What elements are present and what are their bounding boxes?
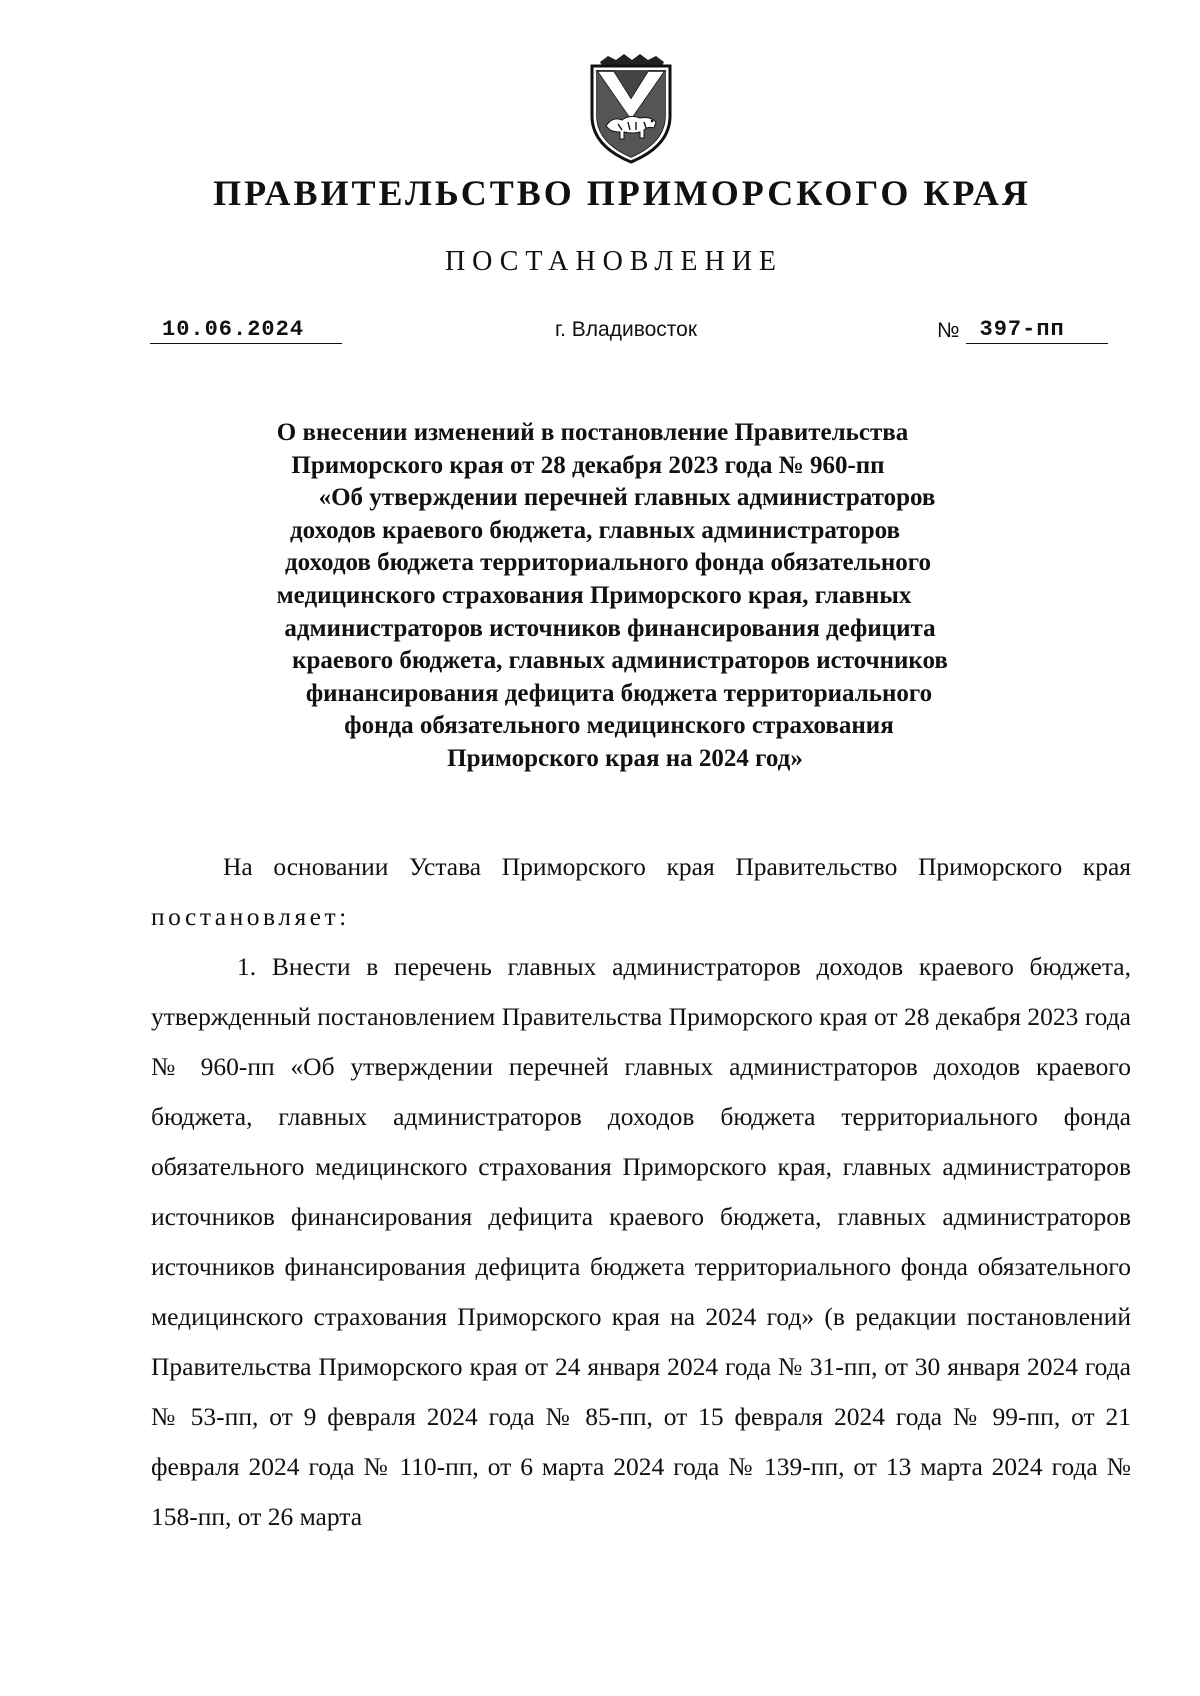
title-line: краевого бюджета, главных администраторов источников: [292, 647, 948, 675]
document-number: 397-пп: [966, 317, 1108, 344]
preamble-action-word: постановляет:: [151, 902, 350, 931]
title-line: О внесении изменений в постановление Правительства: [276, 419, 909, 446]
title-line: доходов краевого бюджета, главных администраторов: [290, 516, 900, 544]
document-type-heading: ПОСТАНОВЛЕНИЕ: [444, 246, 784, 277]
document-date: 10.06.2024: [150, 317, 342, 344]
government-title: ПРАВИТЕЛЬСТВО ПРИМОРСКОГО КРАЯ: [213, 173, 1031, 213]
document-number-field: [937, 317, 1108, 344]
title-line: Приморского края на 2024 год»: [447, 744, 803, 772]
primorsky-krai-coat-of-arms-icon: [578, 54, 678, 166]
preamble-text: На основании Устава Приморского края Правительство Приморского края: [223, 852, 1131, 881]
number-sign: №: [937, 319, 960, 342]
title-line: медицинского страхования Приморского края, главных: [276, 581, 912, 609]
title-line: финансирования дефицита бюджета территориального: [305, 679, 933, 707]
title-line: фонда обязательного медицинского страхования: [344, 712, 894, 740]
title-line: доходов бюджета территориального фонда обязательного: [284, 549, 932, 577]
title-line: администраторов источников финансирования дефицита: [284, 614, 936, 642]
title-line: Приморского края от 28 декабря 2023 года № 960-пп: [291, 451, 885, 479]
title-line: «Об утверждении перечней главных администраторов: [318, 484, 936, 512]
clause-1-paragraph: 1. Внести в перечень главных администраторов доходов краевого бюджета, утвержденный постановлением Правительства Приморского края от 28 декабря 2023 года № 960-пп «Об утверждении перечней главных администраторов доходов краевого бюджета, главных администраторов доходов бюджета территориального фонда обязательного медицинского страхования Приморского края, главных администраторов источников финансирования дефицита краевого бюджета, главных администраторов источников финансирования дефицита бюджета территориального фонда обязательного медицинского страхования Приморского края на 2024 год» (в редакции постановлений Правительства Приморского края от 24 января 2024 года № 31-пп, от 30 января 2024 года № 53-пп, от 9 февраля 2024 года № 85-пп, от 15 февраля 2024 года № 99-пп, от 21 февраля 2024 года № 110-пп, от 6 марта 2024 года № 139-пп, от 13 марта 2024 года № 158-пп, от 26 марта: [151, 952, 1131, 1531]
preamble-paragraph: [151, 842, 1131, 942]
document-title: [0, 417, 1200, 776]
document-city: г. Владивосток: [555, 318, 698, 341]
